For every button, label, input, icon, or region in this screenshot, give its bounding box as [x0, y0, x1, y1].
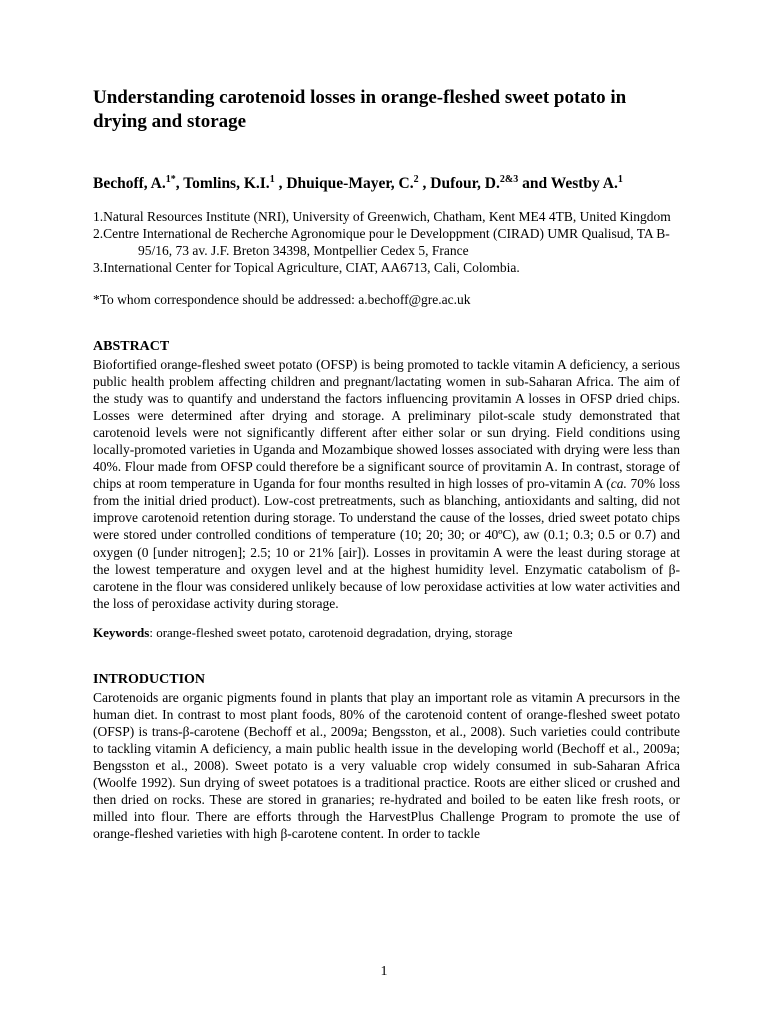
- author-list: [93, 174, 680, 194]
- abstract-italic-ca: ca.: [610, 476, 627, 492]
- author-3: Dhuique-Mayer, C.: [286, 175, 414, 192]
- abstract-text: [93, 356, 680, 612]
- introduction-heading: INTRODUCTION: [93, 671, 206, 687]
- affiliation-1: 1.Natural Resources Institute (NRI), University of Greenwich, Chatham, Kent ME4 4TB, United Kingdom: [93, 209, 671, 224]
- author-4: Dufour, D.: [430, 175, 500, 192]
- abstract-text-part-2: 70% loss from the initial dried product). Low-cost pretreatments, such as blanching, antioxidants and salting, did not improve carotenoid retention during storage. To understand the cause of the losses, dried sweet potato chips were stored under controlled conditions of temperature (10; 20; 30; or 40ºC), aw (0.1; 0.3; 0.5 or 0.7) and oxygen (0 [under nitrogen]; 2.5; 10 or 21% [air]). Losses in provitamin A were the least during storage at the lowest temperature and oxygen level and at the highest humidity level. Enzymatic catabolism of β-carotene in the flour was considered unlikely because of low peroxidase activities at low water activities and the loss of peroxidase activity during storage.: [93, 476, 680, 611]
- author-5: Westby A.: [550, 175, 618, 192]
- correspondence-note: *To whom correspondence should be addressed: a.bechoff@gre.ac.uk: [93, 292, 471, 307]
- introduction-text: Carotenoids are organic pigments found in plants that play an important role as vitamin A precursors in the human diet. In contrast to most plant foods, 80% of the carotenoid content of orange-fleshed sweet potato (OFSP) is trans-β-carotene (Bechoff et al., 2009a; Bengsston, et al., 2008). Such varieties could contribute to tackling vitamin A deficiency, a main public health issue in the developing world (Bechoff et al., 2009a; Bengsston et al., 2008). Sweet potato is a very valuable crop widely consumed in sub-Saharan Africa (Woolfe 1992). Sun drying of sweet potatoes is a traditional practice. Roots are either sliced or crushed and then dried on rocks. These are stored in granaries; re-hydrated and boiled to be eaten like fresh roots, or milled into flour. There are efforts through the HarvestPlus Challenge Program to promote the use of orange-fleshed varieties with high β-carotene content. In order to tackle: [93, 689, 680, 842]
- paper-title: Understanding carotenoid losses in orange-fleshed sweet potato in drying and storage: [93, 87, 627, 132]
- abstract-heading: ABSTRACT: [93, 339, 170, 354]
- author-1: Bechoff, A.: [93, 175, 166, 192]
- author-1-affiliation: 1*: [165, 173, 176, 185]
- author-5-affiliation: 1: [617, 173, 623, 185]
- abstract-text-part-1: Biofortified orange-fleshed sweet potato (OFSP) is being promoted to tackle vitamin A deficiency, a serious public health problem affecting children and pregnant/lactating women in sub-Saharan Africa. The aim of the study was to quantify and understand the factors influencing provitamin A losses in OFSP dried chips. Losses were determined after drying and storage. A preliminary pilot-scale study demonstrated that carotenoid levels were not significantly different after either solar or sun drying. Field conditions using locally-promoted varieties in Uganda and Mozambique showed losses associated with drying were less than 40%. Flour made from OFSP could therefore be a significant source of provitamin A. In contrast, storage of chips at room temperature in Uganda for four months resulted in high losses of pro-vitamin A (: [93, 357, 680, 492]
- page-number: 1: [380, 964, 388, 979]
- author-3-affiliation: 2: [413, 173, 419, 185]
- author-4-affiliation: 2&3: [499, 173, 519, 185]
- keywords-text: : orange-fleshed sweet potato, carotenoid degradation, drying, storage: [149, 624, 513, 640]
- affiliation-list: [93, 208, 680, 276]
- keywords-label: Keywords: [93, 624, 150, 640]
- author-separator: ,: [274, 175, 287, 192]
- author-2-affiliation: 1: [269, 173, 275, 185]
- author-separator: and: [518, 175, 551, 192]
- affiliation-2: 2.Centre International de Recherche Agronomique pour le Developpment (CIRAD) UMR Qualisud, TA B-95/16, 73 av. J.F. Breton 34398, Montpellier Cedex 5, France: [93, 226, 670, 258]
- affiliation-3: 3.International Center for Topical Agriculture, CIAT, AA6713, Cali, Colombia.: [93, 260, 520, 275]
- paper-page: [93, 86, 680, 842]
- keywords: [93, 624, 680, 641]
- author-2: Tomlins, K.I.: [183, 175, 270, 192]
- author-separator: ,: [175, 175, 184, 192]
- author-separator: ,: [418, 175, 431, 192]
